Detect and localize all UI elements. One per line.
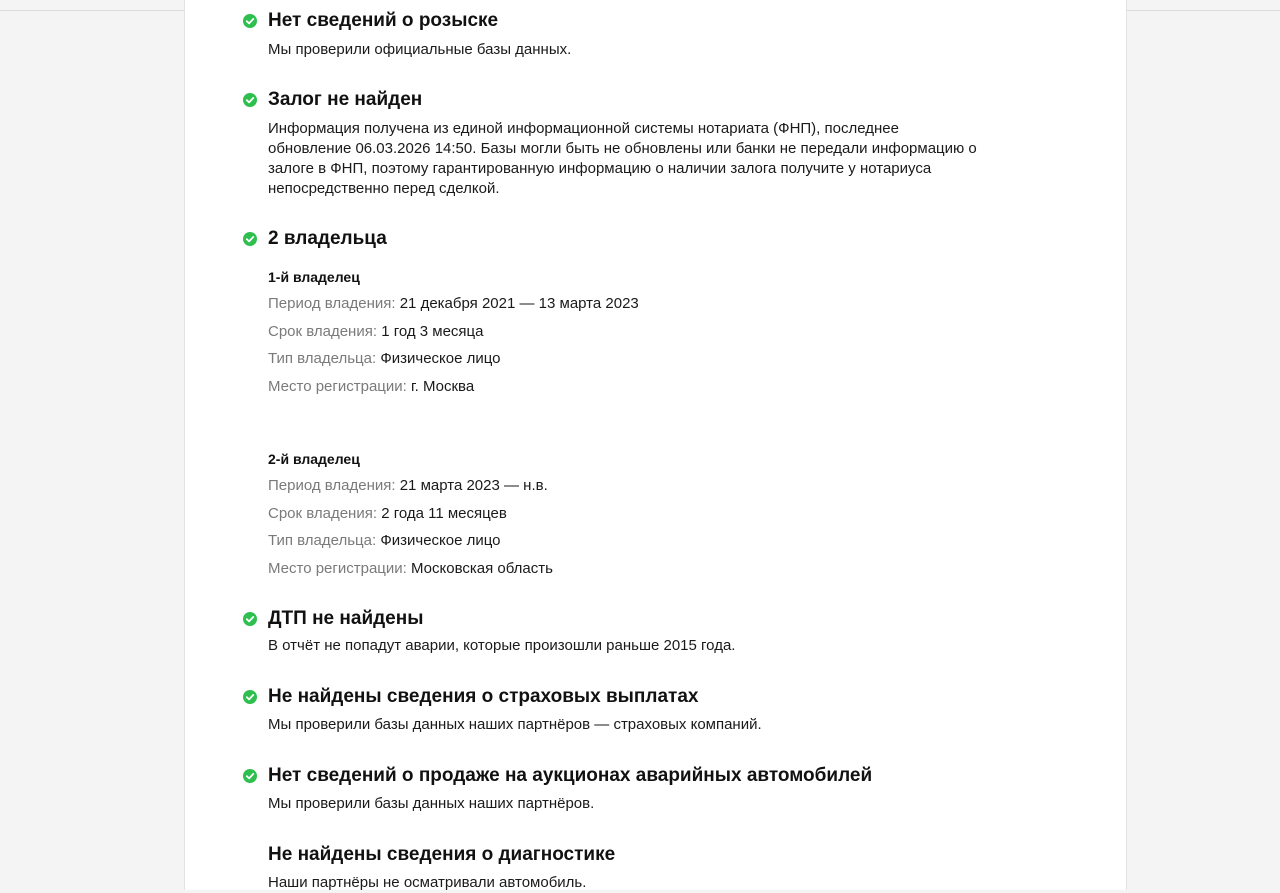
- section-owners: [243, 228, 1043, 252]
- owner-2-type: [268, 531, 501, 551]
- owner-1-term: [268, 322, 484, 342]
- owner-2-title: 2-й владелец: [268, 451, 360, 467]
- section-text: Мы проверили базы данных наших партнёров.: [268, 795, 595, 812]
- section-diagnostics: [243, 844, 1043, 893]
- section-text: Наши партнёры не осматривали автомобиль.: [268, 874, 587, 891]
- field-value: Московская область: [411, 560, 553, 577]
- report-page: [184, 0, 1127, 890]
- field-label: Тип владельца:: [268, 532, 377, 549]
- field-value: 21 декабря 2021 — 13 марта 2023: [399, 295, 639, 312]
- field-label: Период владения:: [268, 477, 396, 494]
- check-circle-icon: [243, 14, 257, 28]
- section-text-line: непосредственно перед сделкой.: [268, 180, 500, 197]
- field-label: Тип владельца:: [268, 350, 377, 367]
- section-text: Мы проверили базы данных наших партнёров — страховых компаний.: [268, 716, 762, 733]
- section-auctions: [243, 765, 1043, 814]
- field-label: Место регистрации:: [268, 378, 407, 395]
- field-label: Срок владения:: [268, 323, 378, 340]
- section-text: Мы проверили официальные базы данных.: [268, 41, 572, 58]
- section-search: [243, 10, 1043, 60]
- section-title: ДТП не найдены: [268, 608, 424, 629]
- section-title: Не найдены сведения о диагностике: [268, 844, 616, 865]
- section-pledge: [243, 89, 1043, 199]
- section-insurance: [243, 686, 1043, 735]
- field-label: Срок владения:: [268, 505, 378, 522]
- field-value: Физическое лицо: [380, 350, 501, 367]
- check-circle-icon: [243, 93, 257, 107]
- field-value: 21 марта 2023 — н.в.: [399, 477, 548, 494]
- check-circle-icon: [243, 232, 257, 246]
- owner-2-period: [268, 476, 548, 496]
- section-title: Нет сведений о продаже на аукционах аварийных автомобилей: [268, 765, 873, 786]
- section-text-line: залоге в ФНП, поэтому гарантированную информацию о наличии залога получите у нотариуса: [268, 160, 932, 177]
- field-label: Место регистрации:: [268, 560, 407, 577]
- field-label: Период владения:: [268, 295, 396, 312]
- owner-1-period: [268, 294, 639, 314]
- section-title: Нет сведений о розыске: [268, 10, 499, 31]
- section-text: В отчёт не попадут аварии, которые произошли раньше 2015 года.: [268, 637, 736, 654]
- owner-2-term: [268, 504, 507, 524]
- owner-1-title: 1-й владелец: [268, 269, 360, 285]
- field-value: 2 года 11 месяцев: [381, 505, 507, 522]
- section-title: 2 владельца: [268, 228, 387, 249]
- section-text-line: Информация получена из единой информационной системы нотариата (ФНП), последнее: [268, 120, 899, 137]
- field-value: 1 год 3 месяца: [381, 323, 484, 340]
- section-title: Залог не найден: [268, 89, 423, 110]
- owner-1-place: [268, 377, 474, 397]
- owner-1-type: [268, 349, 501, 369]
- section-accidents: [243, 608, 1043, 656]
- field-value: Физическое лицо: [380, 532, 501, 549]
- owner-2-place: [268, 559, 553, 579]
- check-circle-icon: [243, 612, 257, 626]
- section-text-line: обновление 06.03.2026 14:50. Базы могли быть не обновлены или банки не передали информацию о: [268, 140, 977, 157]
- field-value: г. Москва: [411, 378, 475, 395]
- check-circle-icon: [243, 769, 257, 783]
- section-title: Не найдены сведения о страховых выплатах: [268, 686, 699, 707]
- check-circle-icon: [243, 690, 257, 704]
